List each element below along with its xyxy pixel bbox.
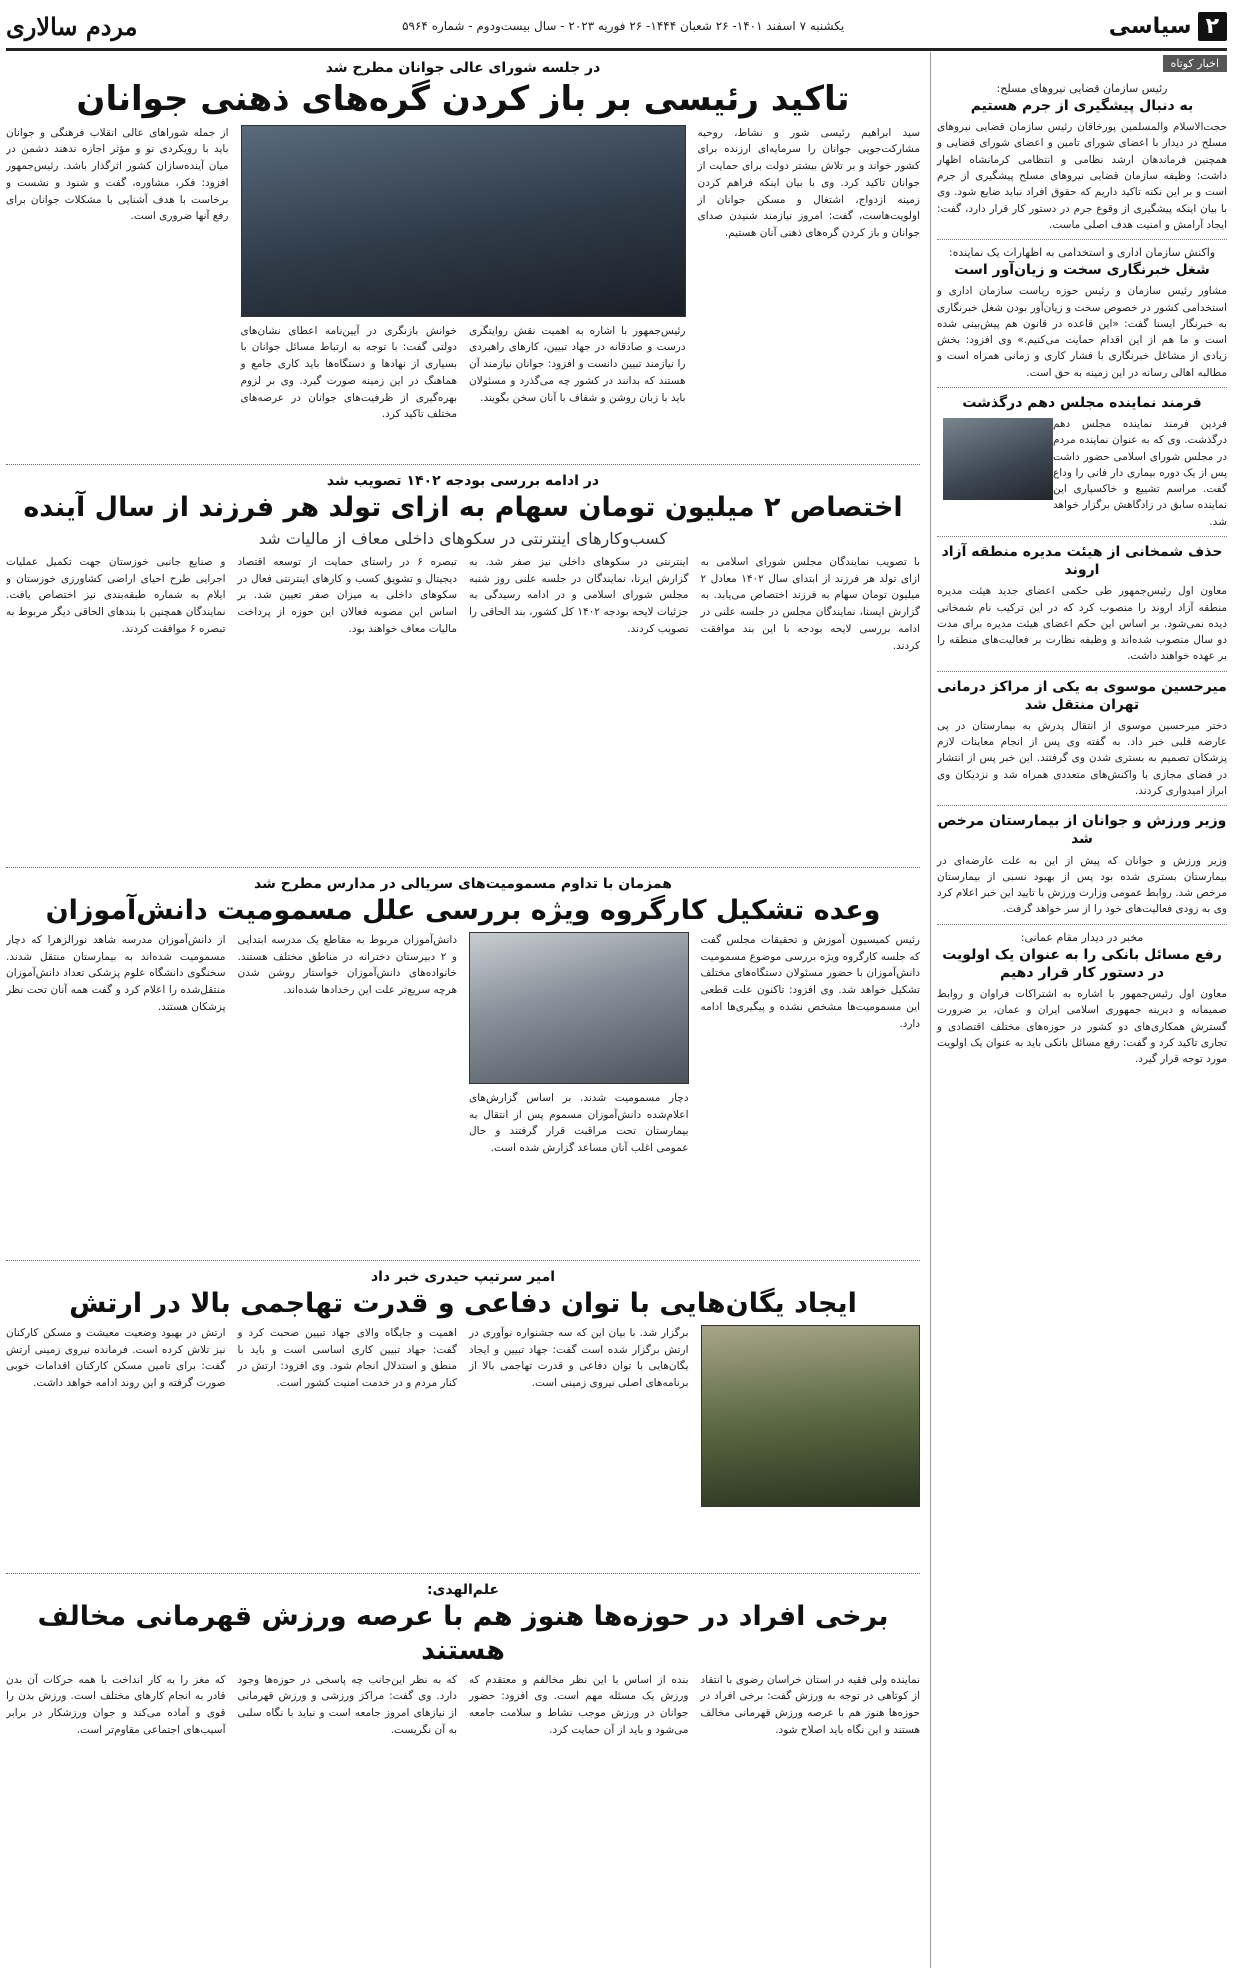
sidebar-news-item: [937, 537, 1227, 672]
news-body: فردین فرمند نماینده مجلس دهم درگذشت. وی که به عنوان نماینده مردم در مجلس شورای اسلامی حضور داشت پس از یک دوره بیماری دار فانی را وداع گفت. مراسم تشییع و خاکسپاری این نماینده سابق در زادگاهش برگزار خواهد شد.: [1053, 418, 1227, 528]
sidebar-news-item: [937, 388, 1227, 537]
section-label: [1109, 12, 1227, 41]
news-kicker: واکنش سازمان اداری و استخدامی به اظهارات یک نماینده:: [948, 246, 1216, 260]
news-body: دختر میرحسین موسوی از انتقال پدرش به بیمارستان در پی عارضه قلبی خبر داد. به گفته وی پس از انجام معاینات لازم پزشکان تصمیم به بستری شدن وی گرفتند. این خبر پس از انتشار در فضای مجازی با واکنش‌های متعددی همراه شد و نزدیکان وی ابراز امیدواری کردند.: [937, 719, 1227, 798]
article-column: برگزار شد. با بیان این که سه جشنواره نوآوری در ارتش برگزار شده است گفت: جهاد تبیین و ایجاد یگان‌هایی با توان دفاعی و قدرت تهاجمی بالا از برنامه‌های اصلی نیروی زمینی است.: [469, 1326, 689, 1390]
commander-photo: [701, 1325, 921, 1507]
article-kicker: امیر سرتیپ حیدری خبر داد: [370, 1269, 556, 1285]
news-body: وزیر ورزش و جوانان که پیش از این به علت عارضه‌ای در بیمارستان بستری شده بود پس از بهبود نسبی از بیمارستان مرخص شد. روابط عمومی وزارت ورزش با تایید این خبر اعلام کرد وی به زودی فعالیت‌های خود را از سر خواهد گرفت.: [937, 854, 1227, 916]
budget-article: [6, 465, 920, 868]
sidebar-tag: اخبار کوتاه: [1163, 55, 1227, 72]
article-headline: برخی افراد در حوزه‌ها هنوز هم با عرصه ورزش قهرمانی مخالف هستند: [37, 1601, 889, 1666]
sidebar-news-item: [937, 806, 1227, 924]
article-kicker: در ادامه بررسی بودجه ۱۴۰۲ تصویب شد: [326, 473, 600, 489]
dateline: یکشنبه ۷ اسفند ۱۴۰۱- ۲۶ شعبان ۱۴۴۴- ۲۶ فوریه ۲۰۲۳ - سال بیست‌ودوم - شماره ۵۹۶۴: [402, 19, 845, 33]
main-content: [6, 52, 920, 1968]
article-column: که به نظر این‌جانب چه پاسخی در حوزه‌ها وجود دارد. وی گفت: مراکز ورزشی و ورزش قهرمانی از نیازهای امروز جامعه است و نباید با نگاه سلبی به آن نگریست.: [237, 1673, 457, 1736]
photo-column: [241, 125, 686, 424]
article-kicker: همزمان با تداوم مسمومیت‌های سریالی در مدارس مطرح شد: [254, 876, 672, 892]
section-number: ۲: [1198, 12, 1227, 41]
article-column: دچار مسمومیت شدند. بر اساس گزارش‌های اعلام‌شده دانش‌آموزان مسموم پس از انتقال به بیمارستان تحت مراقبت قرار گرفتند و حال عمومی اغلب آنان مساعد گزارش شده است.: [469, 1091, 689, 1155]
article-column: ارتش در بهبود وضعیت معیشت و مسکن کارکنان نیز تلاش کرده است. فرمانده نیروی زمینی ارتش گفت: برای تامین مسکن کارکنان اقدامات خوبی صورت گرفته و این روند ادامه خواهد داشت.: [6, 1326, 226, 1390]
article-column: سید ابراهیم رئیسی شور و نشاط، روحیه مشارکت‌جویی جوانان را سرمایه‌ای ارزنده برای کشور خواند و بر تلاش بیشتر دولت برای حمایت از جوانان تاکید کرد. وی با بیان اینکه فراهم کردن زمینه ازدواج، اشتغال و مسکن جوانان از اولویت‌هاست، گفت: امروز نیازمند شنیدن صدای جوانان و باز کردن گره‌های ذهنی آنان هستیم.: [697, 126, 920, 240]
news-kicker: مخبر در دیدار مقام عمانی:: [1020, 930, 1144, 944]
photo-column: [469, 932, 689, 1157]
article-headline: تاکید رئیسی بر باز کردن گره‌های ذهنی جوانان: [76, 79, 850, 119]
news-body: معاون اول رئیس‌جمهور طی حکمی اعضای جدید هیئت مدیره منطقه آزاد اروند را منصوب کرد که در این ترکیب نام شمخانی دیده نمی‌شود. بر اساس این حکم اعضای هیئت مدیره برای مدت دو سال منصوب شده‌اند و وظیفه نظارت بر فعالیت‌های منطقه را بر عهده خواهند داشت.: [937, 585, 1227, 663]
article-headline: ایجاد یگان‌هایی با توان دفاعی و قدرت تهاجمی بالا در ارتش: [69, 1288, 857, 1319]
article-column: نماینده ولی فقیه در استان خراسان رضوی با انتقاد از کوتاهی در توجه به ورزش گفت: برخی افراد در حوزه‌ها هنوز هم با عرصه ورزش قهرمانی مخالف هستند و این نگاه باید اصلاح شود.: [700, 1673, 920, 1736]
article-headline: اختصاص ۲ میلیون تومان سهام به ازای تولد هر فرزند از سال آینده: [23, 492, 903, 523]
article-column: تبصره ۶ در راستای حمایت از توسعه اقتصاد دیجیتال و تشویق کسب و کارهای اینترنتی فعال در سکوهای داخلی به میزان صفر تعیین شد. بر اساس این مصوبه فعالان این حوزه از پرداخت مالیات معاف خواهند بود.: [237, 555, 457, 635]
article-columns: [6, 125, 920, 424]
article-columns: [6, 932, 920, 1157]
news-kicker: رئیس سازمان قضایی نیروهای مسلح:: [996, 82, 1168, 95]
lead-article: [6, 52, 920, 465]
article-column: رئیس‌جمهور با اشاره به اهمیت نقش روایتگری درست و صادقانه در جهاد تبیین، کارهای راهبردی را نیازمند تبیین دانست و افزود: جوانان نیازمند آن هستند که بدانند در کشور چه می‌گذرد و مسئولان باید با زبان روشن و شفاف با آنان سخن بگویند.: [469, 324, 686, 404]
article-kicker: علم‌الهدی:: [426, 1582, 500, 1598]
news-body: مشاور رئیس سازمان و رئیس حوزه ریاست سازمان اداری و استخدامی کشور در خصوص سخت و زیان‌آور بودن شغل خبرنگاری به خبرنگار ایسنا گفت: «این قاعده در قانون هم پیش‌بینی شده است و ما هم از این اقدام حمایت می‌کنیم.» وی افزود: بخش زیادی از مشاغل خبرنگاری با فشار کاری و زمانی همراه است و مطالبه اهالی رسانه در این زمینه به حق است.: [937, 285, 1227, 379]
sports-article: [6, 1574, 920, 1747]
article-column: دانش‌آموزان مربوط به مقاطع یک مدرسه ابتدایی و ۲ دبیرستان دخترانه در مناطق مختلف هستند. خانواده‌های دانش‌آموزان خواستار روشن شدن هرچه سریع‌تر علت این رخدادها شده‌اند.: [237, 933, 457, 997]
article-subhead: کسب‌وکارهای اینترنتی در سکوهای داخلی معاف از مالیات شد: [258, 528, 668, 548]
newspaper-logo: مردم سالاری: [6, 11, 138, 41]
article-column: و صنایع جانبی خوزستان جهت تکمیل عملیات اجرایی طرح احیای اراضی کشاورزی خوزستان و ایلام به شماره طبقه‌بندی نیز اختصاص یافت. نمایندگان همچنین با بندهای الحاقی دیگر مربوط به تبصره ۶ موافقت کردند.: [6, 555, 226, 635]
article-column: رئیس کمیسیون آموزش و تحقیقات مجلس گفت که جلسه کارگروه ویژه بررسی موضوع مسمومیت دانش‌آموزان با حضور مسئولان دستگاه‌های مختلف تشکیل خواهد شد. وی افزود: تاکنون علت قطعی این مسمومیت‌ها مشخص نشده و پیگیری‌ها ادامه دارد.: [700, 933, 920, 1030]
article-column: خوانش بازنگری در آیین‌نامه اعطای نشان‌های دولتی گفت: با توجه به ارتباط مسائل جوانان با بسیاری از نهادها و دستگاه‌ها باید کاری جامع و هماهنگ در این زمینه صورت گیرد. وی بر لزوم بهره‌گیری از ظرفیت‌های جوانان در عرصه‌های مختلف تاکید کرد.: [240, 324, 457, 421]
poisoning-article: [6, 868, 920, 1261]
article-columns: [6, 554, 920, 655]
photo-column: [701, 1325, 921, 1507]
news-headline: شغل خبرنگاری سخت و زیان‌آور است: [954, 262, 1210, 279]
sidebar-news-item: [937, 240, 1227, 388]
article-column: از دانش‌آموزان مدرسه شاهد نورالزهرا که دچار مسمومیت شده‌اند به بیمارستان منتقل شدند. سخنگوی دانشگاه علوم پزشکی تعداد دانش‌آموزان منتقل‌شده را اعلام کرد و گفت همه آنان تحت نظر پزشکان هستند.: [6, 933, 226, 1013]
army-article: [6, 1261, 920, 1574]
news-body: معاون اول رئیس‌جمهور با اشاره به اشتراکات فراوان و روابط صمیمانه و دیرینه جمهوری اسلامی ایران و عمان، بر ضرورت گسترش همکاری‌های دو کشور در حوزه‌های مختلف اقتصادی و تجاری تاکید کرد و گفت: رفع مسائل بانکی باید به عنوان یک اولویت مورد توجه قرار گیرد.: [937, 988, 1227, 1066]
article-column: از جمله شوراهای عالی انقلاب فرهنگی و جوانان باید با رویکردی نو و مؤثر اجازه ندهند دشمن در میان آینده‌سازان کشور اثرگذار باشد. رئیس‌جمهور افزود: فکر، مشاوره، گفت و شنود و نشست و برخاست با هدف آشنایی با مشکلات جوانان برای رفع آنها ضروری است.: [6, 126, 229, 223]
article-kicker: در جلسه شورای عالی جوانان مطرح شد: [325, 60, 601, 76]
school-photo: [469, 932, 689, 1084]
article-headline: وعده تشکیل کارگروه ویژه بررسی علل مسمومیت دانش‌آموزان: [45, 895, 881, 926]
sidebar-news-item: [937, 76, 1227, 240]
article-column: اهمیت و جایگاه والای جهاد تبیین صحبت کرد و گفت: جهاد تبیین کاری اساسی است و باید با منطق و استدلال انجام شود. وی افزود: ارتش در کنار مردم و در خدمت امنیت کشور است.: [237, 1326, 457, 1390]
masthead: [6, 4, 1227, 51]
meeting-photo: [241, 125, 686, 317]
sidebar-news-item: [937, 672, 1227, 807]
article-column: اینترنتی در سکوهای داخلی نیز صفر شد. به گزارش ایرنا، نمایندگان در جلسه علنی روز شنبه مجلس شورای اسلامی و در ادامه رسیدگی به جزئیات لایحه بودجه ۱۴۰۲ کل کشور، بند الحاقی را تصویب کردند.: [469, 555, 689, 635]
section-name: سیاسی: [1108, 13, 1192, 39]
sidebar-news-item: [937, 925, 1227, 1074]
news-headline: فرمند نماینده مجلس دهم درگذشت: [962, 394, 1202, 411]
article-columns: [6, 1325, 920, 1507]
article-columns: [6, 1672, 920, 1739]
news-headline: حذف شمخانی از هیئت مدیره منطقه آزاد اروند: [941, 543, 1223, 579]
news-headline: رفع مسائل بانکی را به عنوان یک اولویت در دستور کار قرار دهیم: [942, 946, 1222, 981]
news-headline: میرحسین موسوی به یکی از مراکز درمانی تهران منتقل شد: [937, 678, 1227, 713]
article-column: که مغز را به کار انداخت با همه حرکات آن بدن قادر به انجام کارهای مختلف است. ورزش بدن را قوی و آماده می‌کند و جوان ورزشکار در برابر آسیب‌های اجتماعی مقاوم‌تر است.: [6, 1673, 226, 1736]
article-column: با تصویب نمایندگان مجلس شورای اسلامی به ازای تولد هر فرزند از ابتدای سال ۱۴۰۲ معادل ۲ میلیون تومان سهام به فرزند اختصاص می‌یابد. به گزارش ایسنا، نمایندگان مجلس در جلسه علنی در ادامه بررسی لایحه بودجه با این بند موافقت کردند.: [700, 555, 920, 652]
article-column: بنده از اساس با این نظر مخالفم و معتقدم که ورزش یک مسئله مهم است. وی افزود: حضور جوانان در ورزش موجب نشاط و سلامت جامعه می‌شود و باید از آن حمایت کرد.: [469, 1673, 689, 1736]
news-headline: وزیر ورزش و جوانان از بیمارستان مرخص شد: [937, 813, 1227, 848]
news-body: حجت‌الاسلام والمسلمین ‌پورخاقان رئیس سازمان قضایی نیروهای مسلح در دیدار با اعضای شورای تامین و اعضای شورای قضایی و همچنین فرماندهان ارشد نظامی و انتظامی کرمانشاه اظهار داشت: وظیفه سازمان قضایی نیروهای مسلح پیشگیری از جرم است و بر این نکته تاکید داریم که حقوق افراد نباید ضایع شود. وی با بیان اینکه پیشگیری از وقوع جرم در دستور کار قرار دارد، گفت: ایجاد آرامش و امنیت هدف اصلی ماست.: [937, 121, 1227, 231]
portrait-photo: [943, 418, 1053, 500]
short-news-sidebar: [930, 52, 1227, 1968]
news-headline: به دنبال پیشگیری از جرم هستیم: [970, 98, 1194, 114]
